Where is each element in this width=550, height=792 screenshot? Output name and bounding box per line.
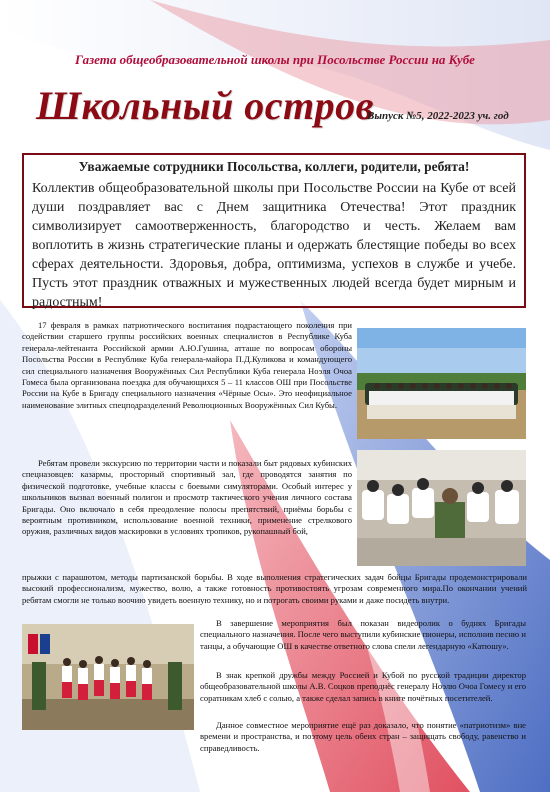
article-paragraph-1: 17 февраля в рамках патриотического воспитания подрастающего поколения при содействии старшего группы российских военных специалистов в Республике Куба генерала-лейтенанта Российской армии А.Ю.Гушина, атташе по вопросам обороны Посольства России в Республике Куба генерала-майора П.Д.Куликова и командующего сил специального назначения Вооружённых Сил Республики Куба генерала Ноэля Очоа Гомеса была организована поездка для обучающихся 5 – 11 классов ОШ при Посольстве России на Кубе в Бригаду специального назначения «Чёрные Осы». Это неофициальное наименование элитных спецподразделений Революционных Вооружённых Сил Кубы.	[22, 320, 352, 410]
article-paragraph-3: В завершение мероприятия был показан видеоролик о буднях Бригады специального назначения. После чего выступили кубинские пионеры, исполнив песню и танцы, а обучающие ОШ в качестве ответного слова спели легендарную «Катюшу».	[200, 618, 526, 651]
greeting-box	[22, 153, 526, 308]
newspaper-subtitle: Газета общеобразовательной школы при Посольстве России на Кубе	[75, 52, 475, 67]
group-photo-outdoors	[357, 328, 526, 439]
greeting-body: Коллектив общеобразовательной школы при Посольстве России на Кубе от всей души поздравляет вас с Днем защитника Отечества! Этот праздник символизирует самоотверженность, благородство и честь. Желаем вам воплотить в жизнь стратегические планы и одержать блестящие победы во всех сферах деятельности. Здоровья, добра, оптимизма, успехов в службе и учебе. Пусть этот праздник отважных и мужественных людей всегда будет мирным и радостным!	[32, 181, 516, 310]
article-paragraph-5: Данное совместное мероприятие ещё раз доказало, что понятие «патриотизм» вне времени и пространства, и поэтому цель обеих стран – защищать свободу, равенство и справедливость.	[200, 720, 526, 753]
newspaper-masthead: Школьный остров	[36, 83, 375, 128]
article-paragraph-2: Ребятам провели экскурсию по территории части и показали быт рядовых кубинских спецназовцев: казармы, просторный спортивный зал, где проводятся занятия по физической подготовке, учебные классы с боевыми симуляторами. Особый интерес у школьников вызвал военный полигон и просмотр тактического учения личного состава Бригады. Оно включало в себя преодоление полосы препятствий, приёмы борьбы с вероятным противником, использование военной техники, применение стрелкового оружия, различных видов маскировки в условиях тропиков, рукопашный бой,	[22, 458, 352, 537]
assembly-hall-photo	[357, 450, 526, 566]
article-paragraph-2-continued: прыжки с парашютом, методы партизанской борьбы. В ходе выполнения стратегических задач бойцы Бригады продемонстрировали высокий профессионализм, мужество, волю, а также готовность противостоять угрозам современного мира.По окончании учений ребятам смогли не только воочию увидеть военную технику, но и потрогать своими руками и даже посидеть внутри.	[22, 572, 527, 605]
article-paragraph-4: В знак крепкой дружбы между Россией и Кубой по русской традиции директор общеобразовательной школы А.В. Соцков преподнёс генералу Ноэлю Очоа Гомесу и его соратникам хлеб с солью, а также сделал запись в книге почётных посетителей.	[200, 670, 526, 703]
greeting-title: Уважаемые сотрудники Посольства, коллеги, родители, ребята!	[78, 159, 470, 174]
issue-number: Выпуск №5, 2022-2023 уч. год	[367, 110, 509, 122]
pioneers-performance-photo	[22, 624, 194, 730]
